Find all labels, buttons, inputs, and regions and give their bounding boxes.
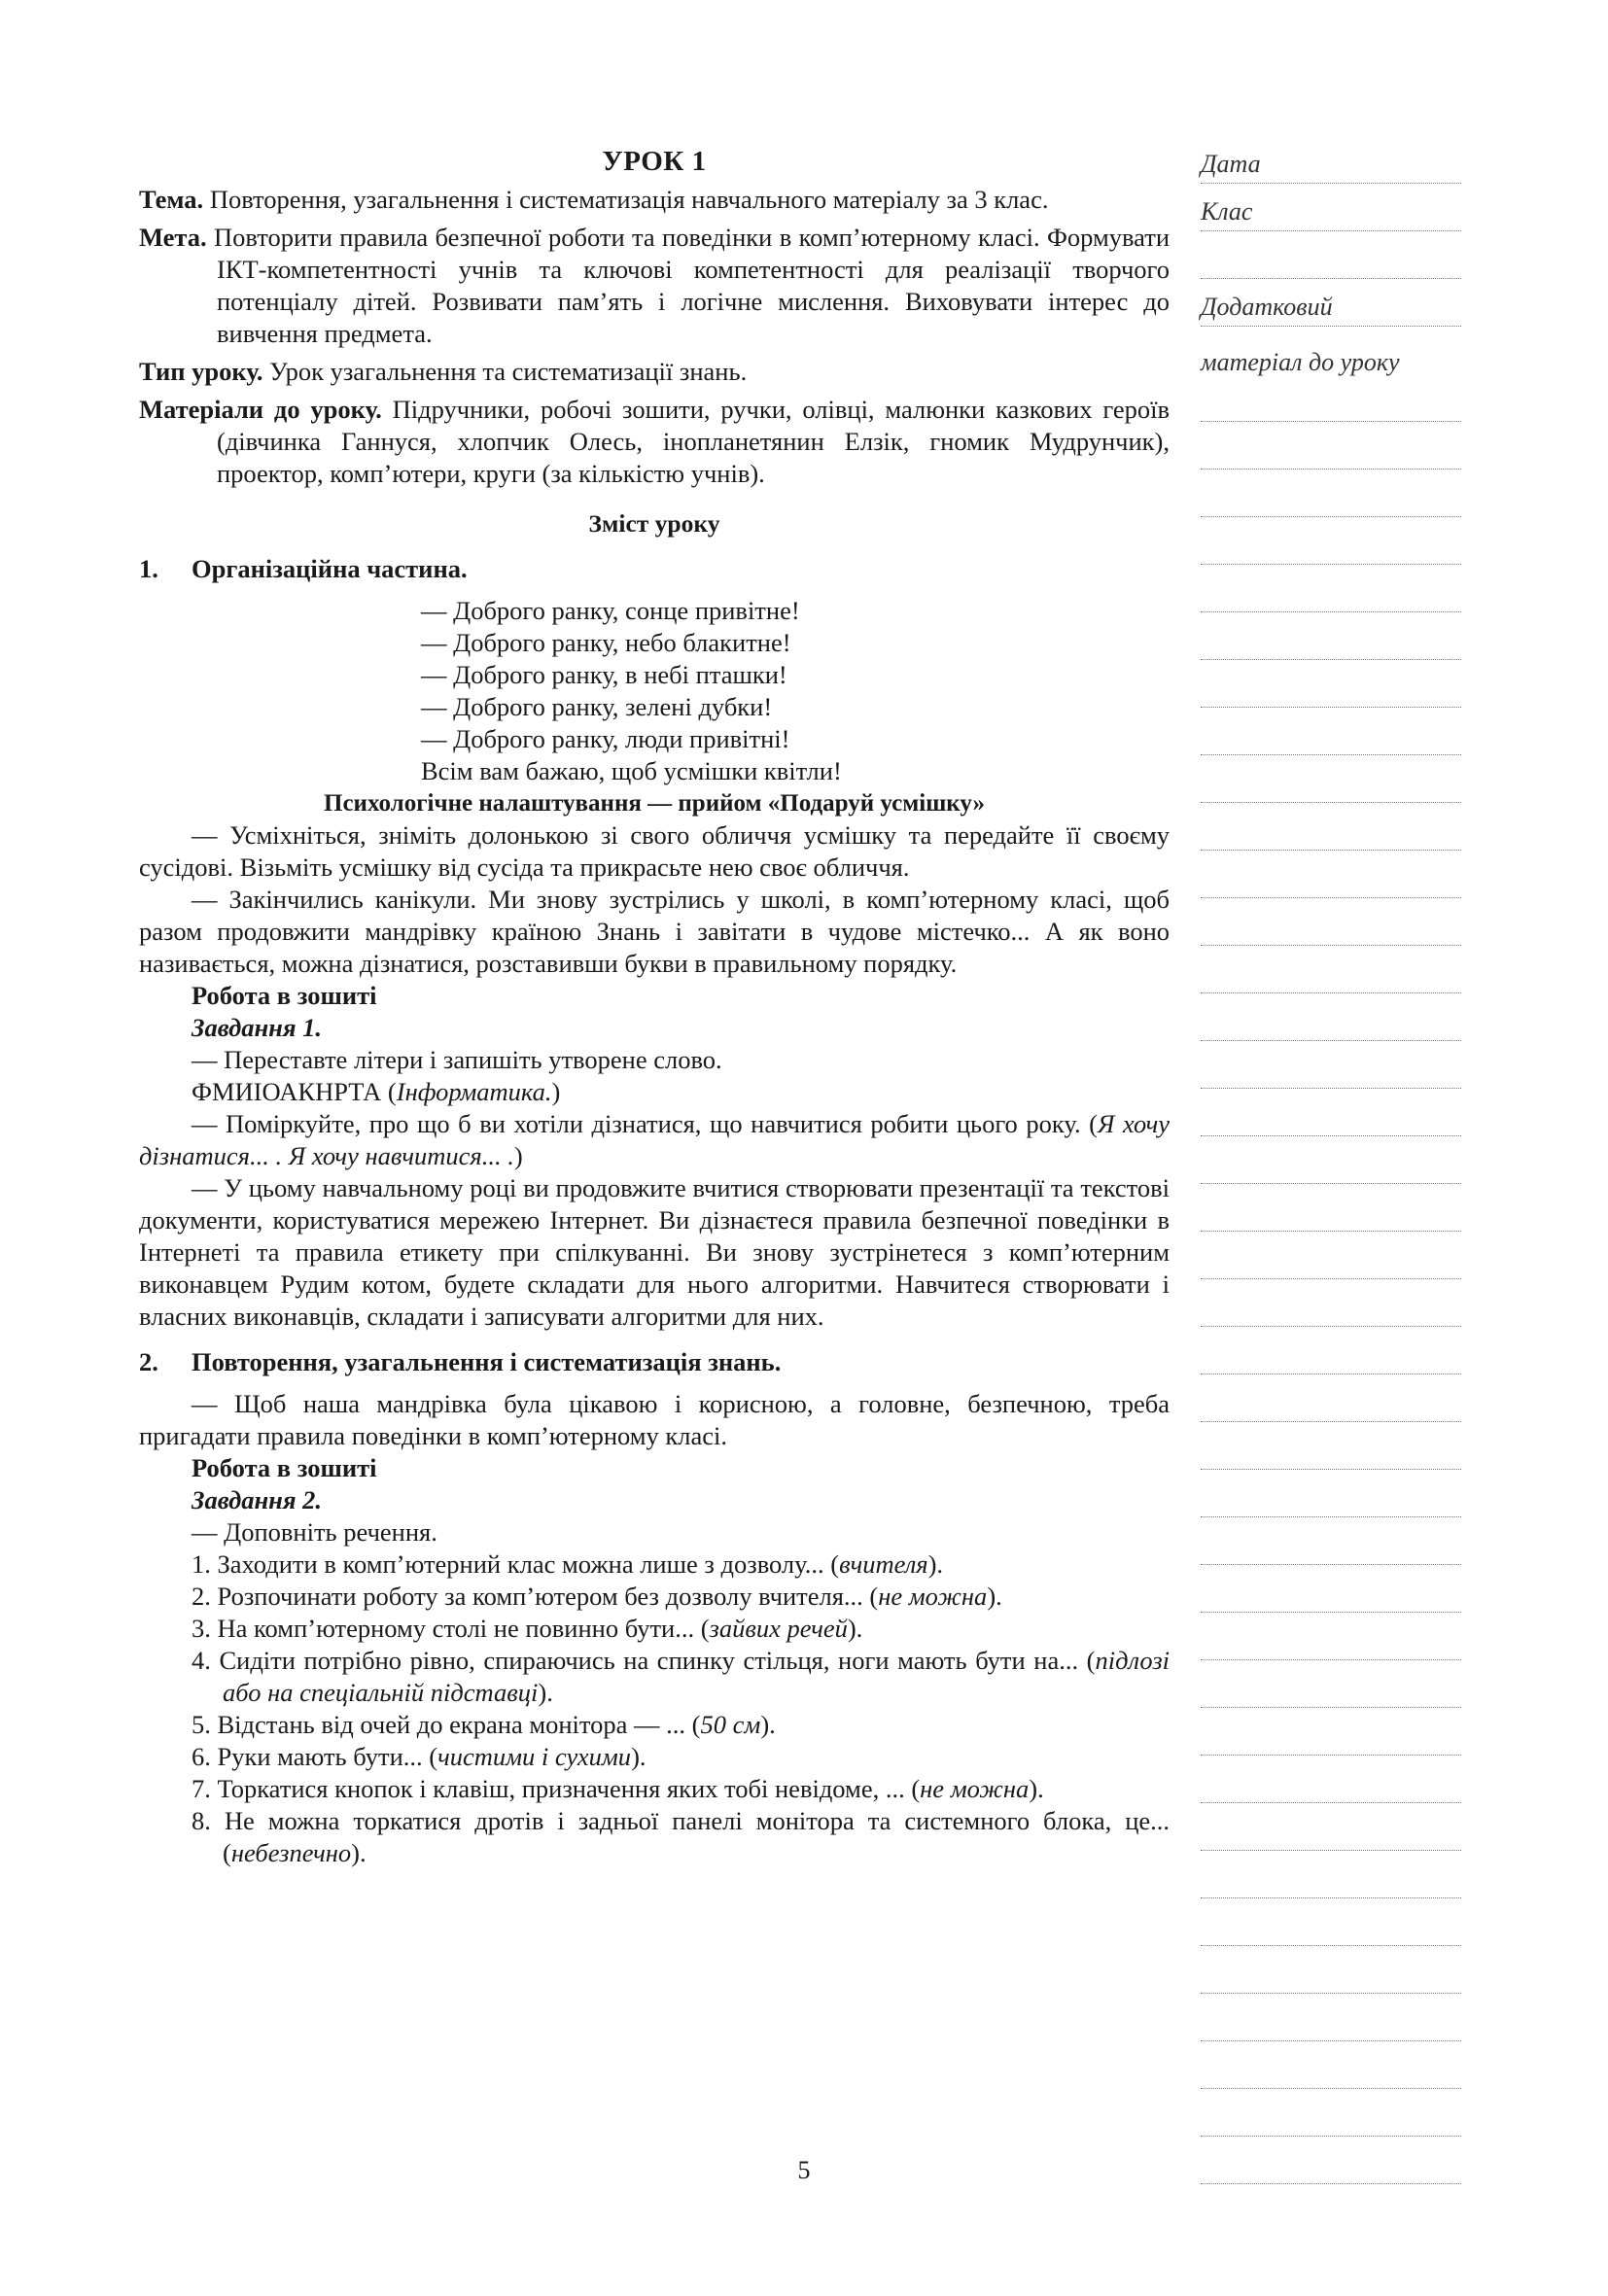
psychological-setup-title: Психологічне налаштування — прийом «Подаруй усмішку» <box>324 790 985 817</box>
section-2-heading <box>139 1346 1170 1378</box>
note-line[interactable] <box>1201 1432 1461 1479</box>
think-answer: Я хочу дізнатися... . Я хочу навчитися... . <box>139 1109 1170 1170</box>
think-text: — Поміркуйте, про що б ви хотіли дізнатися, що навчитися робити цього року. ( <box>192 1109 1098 1138</box>
note-line[interactable] <box>1201 717 1461 765</box>
note-line[interactable] <box>1201 622 1461 670</box>
list-item: 8. Не можна торкатися дротів і задньої панелі монітора та системного блока, це... (небезпечно). <box>192 1806 1171 1867</box>
note-line[interactable] <box>1201 384 1461 432</box>
date-field[interactable] <box>1201 146 1461 193</box>
note-line[interactable] <box>1201 1527 1461 1575</box>
poem-line: — Доброго ранку, люди привітні! <box>421 724 790 753</box>
poem-line: — Доброго ранку, небо блакитне! <box>421 628 791 657</box>
note-line[interactable] <box>1201 479 1461 527</box>
note-line[interactable] <box>1201 1194 1461 1241</box>
lesson-content <box>139 146 1170 1869</box>
list-item: 2. Розпочинати роботу за комп’ютером без дозволу вчителя... (не можна). <box>192 1582 1002 1611</box>
topic-label: Тема. <box>139 185 204 214</box>
note-line[interactable] <box>1201 670 1461 717</box>
note-line[interactable] <box>1201 1289 1461 1337</box>
note-line[interactable] <box>1201 1384 1461 1432</box>
task-1-answer: Інформатика. <box>396 1077 552 1106</box>
margin-notes-column <box>1201 146 1461 2194</box>
section-2-number: 2. <box>139 1347 158 1376</box>
type-label: Тип уроку. <box>139 357 263 386</box>
section-1-number: 1. <box>139 554 158 583</box>
section-1-title: Організаційна частина. <box>192 554 468 583</box>
note-line[interactable] <box>1201 527 1461 574</box>
note-line[interactable] <box>1201 1718 1461 1765</box>
paren-close: ) <box>513 1141 523 1170</box>
section-1-heading <box>139 553 1170 585</box>
note-line[interactable] <box>1201 908 1461 956</box>
poem-line: Всім вам бажаю, щоб усмішки квітли! <box>421 756 842 785</box>
note-line[interactable] <box>1201 1670 1461 1718</box>
rules-list <box>139 1548 1170 1869</box>
contents-title: Зміст уроку <box>588 509 720 538</box>
goal-label: Мета. <box>139 223 207 252</box>
type-row <box>139 356 1170 388</box>
extra-material-caption: матеріал до уроку <box>1201 348 1400 376</box>
note-line[interactable] <box>1201 1813 1461 1861</box>
note-line[interactable] <box>1201 1051 1461 1098</box>
task-2-instruction: — Доповніть речення. <box>192 1517 437 1547</box>
list-item: 5. Відстань від очей до екрана монітора — ... (50 см). <box>192 1710 776 1739</box>
paragraph: — Закінчились канікули. Ми знову зустрілись у школі, в комп’ютерному класі, щоб разом продовжити мандрівку країною Знань і завітати в чудове містечко... А як воно називається, можна дізнатися, розставивши букви в правильному порядку. <box>139 885 1170 978</box>
lesson-title: УРОК 1 <box>602 146 707 177</box>
materials-label: Матеріали до уроку. <box>139 395 382 424</box>
note-line[interactable] <box>1201 860 1461 908</box>
extra-material-caption-row <box>1201 336 1461 384</box>
note-line[interactable] <box>1201 574 1461 622</box>
paragraph <box>139 1108 1170 1172</box>
task-1-instruction: — Переставте літери і запишіть утворене слово. <box>192 1045 722 1074</box>
date-label: Дата <box>1201 148 1267 180</box>
note-line[interactable] <box>1201 2099 1461 2146</box>
materials-row <box>139 394 1170 490</box>
topic-text: Повторення, узагальнення і систематизація навчального матеріалу за 3 клас. <box>209 185 1049 214</box>
note-line[interactable] <box>1201 1622 1461 1670</box>
task-2-label: Завдання 2. <box>192 1485 323 1514</box>
list-item: 3. На комп’ютерному столі не повинно бути... (зайвих речей). <box>192 1614 863 1643</box>
task-1-word <box>139 1076 1170 1108</box>
note-line[interactable] <box>1201 1337 1461 1384</box>
note-line[interactable] <box>1201 956 1461 1003</box>
note-line[interactable] <box>1201 432 1461 479</box>
note-line[interactable] <box>1201 1575 1461 1622</box>
list-item: 6. Руки мають бути... (чистими і сухими). <box>192 1742 647 1771</box>
type-text: Урок узагальнення та систематизації знань. <box>269 357 748 386</box>
paragraph: — У цьому навчальному році ви продовжите вчитися створювати презентації та текстові документи, користуватися мережею Інтернет. Ви дізнаєтеся правила безпечної поведінки в Інтернеті та правила етикету при спілкуванні. Ви знову зустрінетеся з комп’ютерним виконавцем Рудим котом, будете складати для нього алгоритми. Навчитеся створювати і власних виконавців, складати і записувати алгоритми для них. <box>139 1173 1170 1331</box>
section-2-title: Повторення, узагальнення і систематизація знань. <box>192 1347 782 1376</box>
note-line[interactable] <box>1201 1479 1461 1527</box>
note-line[interactable] <box>1201 1956 1461 2003</box>
task-1-label: Завдання 1. <box>192 1013 323 1042</box>
extra-material-label: Додатковий <box>1201 291 1339 323</box>
note-line[interactable] <box>1201 241 1461 289</box>
paragraph: — Усміхніться, зніміть долонькою зі свого обличчя усмішку та передайте її своєму сусідові. Візьміть усмішку від сусіда та прикрасьте нею своє обличчя. <box>139 820 1170 882</box>
class-field[interactable] <box>1201 193 1461 241</box>
note-line[interactable] <box>1201 765 1461 813</box>
page-number: 5 <box>797 2156 811 2184</box>
note-line[interactable] <box>1201 1241 1461 1289</box>
extra-material-field[interactable] <box>1201 289 1461 336</box>
topic-row <box>139 184 1170 216</box>
workbook-label: Робота в зошиті <box>192 1453 377 1482</box>
note-line[interactable] <box>1201 1146 1461 1194</box>
goal-row <box>139 222 1170 350</box>
list-item: 4. Сидіти потрібно рівно, спираючись на спинку стільця, ноги мають бути на... (підлозі або на спеціальній підставці). <box>192 1646 1171 1707</box>
scrambled-word: ФМИІОАКНРТА ( <box>192 1077 397 1106</box>
poem-line: — Доброго ранку, в небі пташки! <box>421 660 787 689</box>
poem-line: — Доброго ранку, зелені дубки! <box>421 692 773 721</box>
note-line[interactable] <box>1201 1765 1461 1813</box>
goal-text: Повторити правила безпечної роботи та поведінки в комп’ютерному класі. Формувати ІКТ-компетентності учнів та ключові компетентності для реалізації творчого потенціалу дітей. Розвивати пам’ять і логічне мислення. Виховувати інтерес до вивчення предмета. <box>214 223 1171 348</box>
paren-close: ) <box>551 1077 561 1106</box>
list-item: 1. Заходити в комп’ютерний клас можна лише з дозволу... (вчителя). <box>192 1549 944 1579</box>
workbook-label: Робота в зошиті <box>192 981 377 1010</box>
note-line[interactable] <box>1201 1003 1461 1051</box>
materials-text: Підручники, робочі зошити, ручки, олівці, малюнки казкових героїв (дівчинка Ганнуся, хлопчик Олесь, інопланетянин Елзік, гномик Мудрунчик), проектор, комп’ютери, круги (за кількістю учнів). <box>217 395 1170 488</box>
note-line[interactable] <box>1201 1098 1461 1146</box>
paragraph: — Щоб наша мандрівка була цікавою і корисною, а головне, безпечною, треба пригадати правила поведінки в комп’ютерному класі. <box>139 1389 1170 1450</box>
note-line[interactable] <box>1201 2003 1461 2051</box>
list-item: 7. Торкатися кнопок і клавіш, призначення яких тобі невідоме, ... (не можна). <box>192 1774 1044 1803</box>
note-line[interactable] <box>1201 2051 1461 2099</box>
note-line[interactable] <box>1201 1908 1461 1956</box>
poem-line: — Доброго ранку, сонце привітне! <box>421 596 800 625</box>
class-label: Клас <box>1201 195 1258 227</box>
greeting-poem <box>421 595 1170 787</box>
note-line[interactable] <box>1201 1861 1461 1908</box>
note-line[interactable] <box>1201 813 1461 860</box>
